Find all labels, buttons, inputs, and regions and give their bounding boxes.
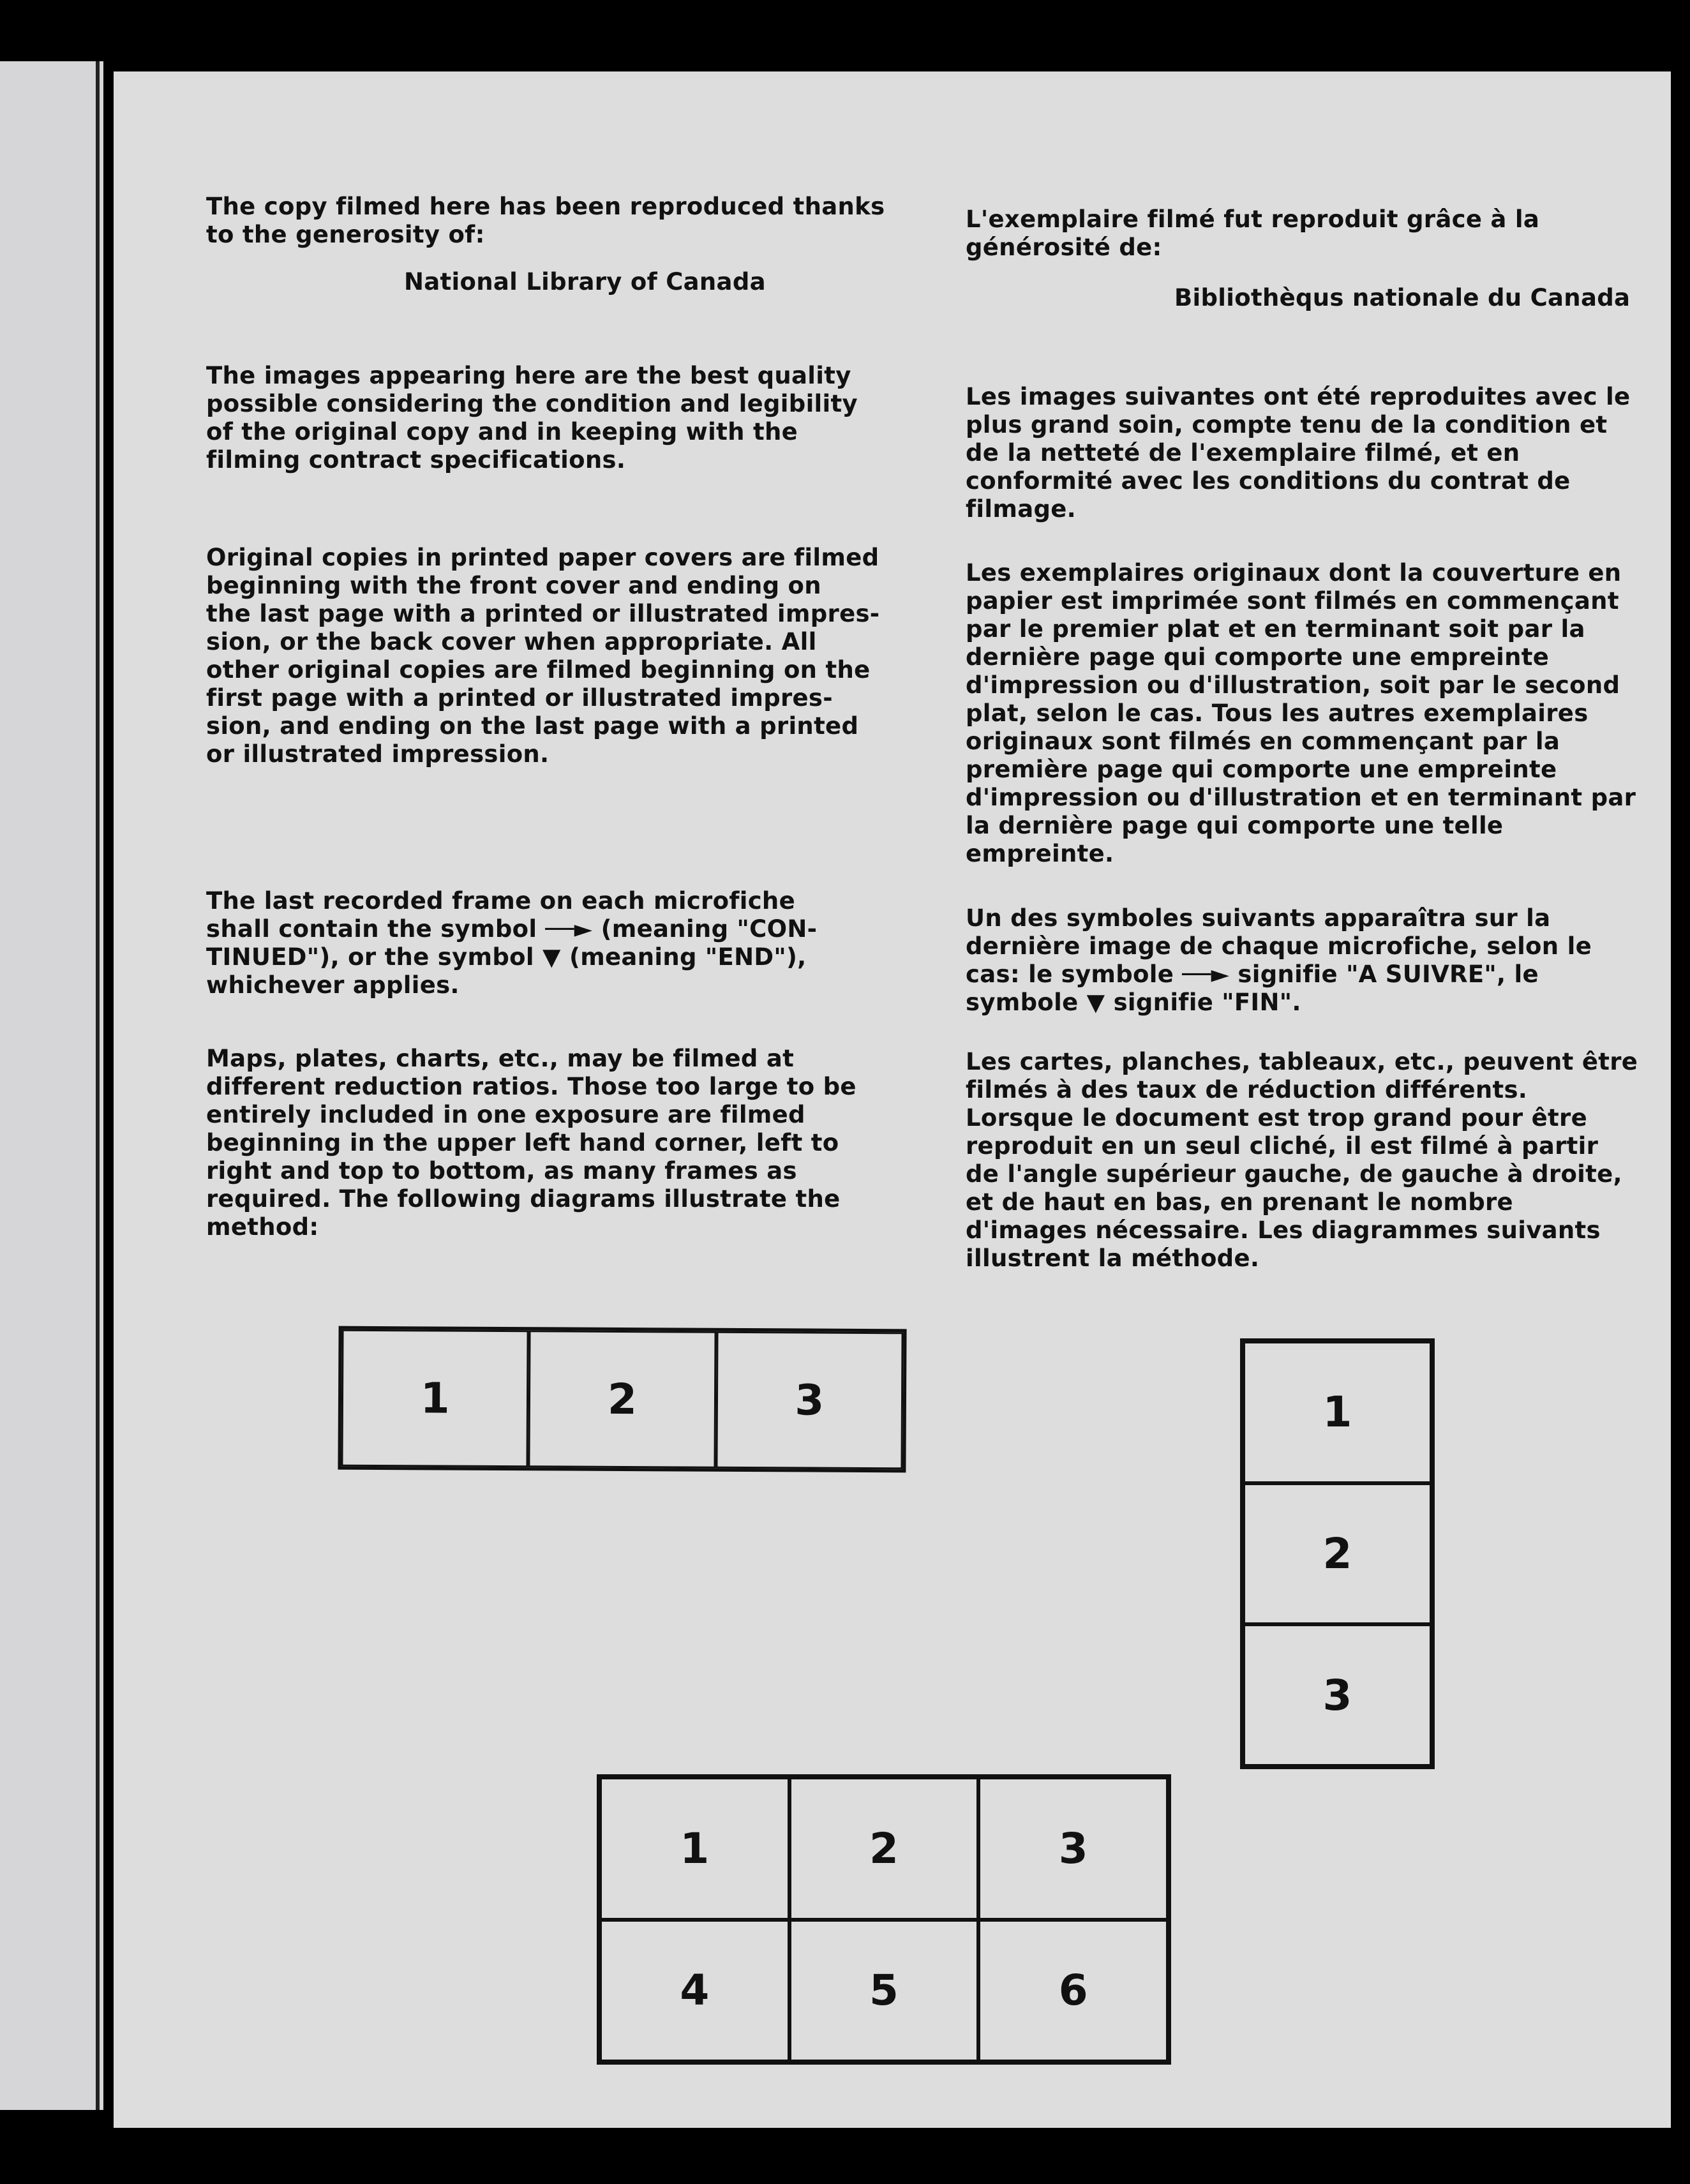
- frame-cell: 3: [978, 1777, 1168, 1920]
- en-institution: National Library of Canada: [404, 268, 766, 295]
- en-quality-statement: The images appearing here are the best quality possible considering the condition and legibility of the original copy and in keeping with the filming contract specifications.: [206, 362, 858, 474]
- en-symbols-statement: The last recorded frame on each microfiche shall contain the symbol ──► (meaning "CON- TINUED"), or the symbol ▼ (meaning "END"), whichever applies.: [206, 887, 818, 999]
- fr-institution: Bibliothèqus nationale du Canada: [1174, 284, 1631, 311]
- fr-symbols-statement: Un des symboles suivants apparaîtra sur la dernière image de chaque microfiche, selon le cas: le symbole ──► signifie "A SUIVRE", le symbole ▼ signifie "FIN".: [966, 904, 1592, 1016]
- diagram-six-grid: [597, 1774, 1171, 2065]
- frame-cell: 3: [715, 1331, 903, 1470]
- en-covers-statement: Original copies in printed paper covers are filmed beginning with the front cover and ending on the last page with a printed or illustrated impres- sion, or the back cover when appropriate. All other original copies are filmed beginning on the first page with a printed or illustrated impres- sion, and ending on the last page with a printed or illustrated impression.: [206, 544, 880, 768]
- previous-page-edge: [0, 61, 103, 2110]
- diagram-three-horizontal: [338, 1326, 906, 1473]
- microfiche-target-sheet: [114, 71, 1671, 2128]
- frame-cell: 3: [1243, 1624, 1432, 1766]
- frame-cell: 5: [789, 1920, 979, 2062]
- frame-cell: 2: [528, 1330, 716, 1469]
- frame-cell: 6: [978, 1920, 1168, 2062]
- fr-maps-statement: Les cartes, planches, tableaux, etc., peuvent être filmés à des taux de réduction différents. Lorsque le document est trop grand pour être reproduit en un seul cliché, il est filmé à partir de l'angle supérieur gauche, de gauche à droite, et de haut en bas, en prenant le nombre d'images nécessaire. Les diagrammes suivants illustrent la méthode.: [966, 1048, 1638, 1272]
- frame-cell: 4: [600, 1920, 789, 2062]
- page-gutter-line: [96, 61, 100, 2110]
- frame-cell: 2: [1243, 1483, 1432, 1625]
- fr-covers-statement: Les exemplaires originaux dont la couverture en papier est imprimée sont filmés en commençant par le premier plat et en terminant soit par la dernière page qui comporte une empreinte d'impression ou d'illustration, soit par le second plat, selon le cas. Tous les autres exemplaires originaux sont filmés en commençant par la première page qui comporte une empreinte d'impression ou d'illustration et en terminant par la dernière page qui comporte une telle empreinte.: [966, 559, 1636, 867]
- diagram-three-vertical: [1240, 1338, 1435, 1769]
- frame-cell: 2: [789, 1777, 979, 1920]
- fr-quality-statement: Les images suivantes ont été reproduites avec le plus grand soin, compte tenu de la condition et de la netteté de l'exemplaire filmé, et en conformité avec les conditions du contrat de filmage.: [966, 383, 1631, 523]
- frame-cell: 1: [1243, 1342, 1432, 1483]
- en-thanks: The copy filmed here has been reproduced thanks to the generosity of:: [206, 193, 885, 248]
- fr-thanks: L'exemplaire filmé fut reproduit grâce à la générosité de:: [966, 206, 1540, 261]
- en-maps-statement: Maps, plates, charts, etc., may be filmed at different reduction ratios. Those too large to be entirely included in one exposure are filmed beginning in the upper left hand corner, left to right and top to bottom, as many frames as required. The following diagrams illustrate the method:: [206, 1045, 856, 1241]
- frame-cell: 1: [600, 1777, 789, 1920]
- frame-cell: 1: [341, 1329, 528, 1468]
